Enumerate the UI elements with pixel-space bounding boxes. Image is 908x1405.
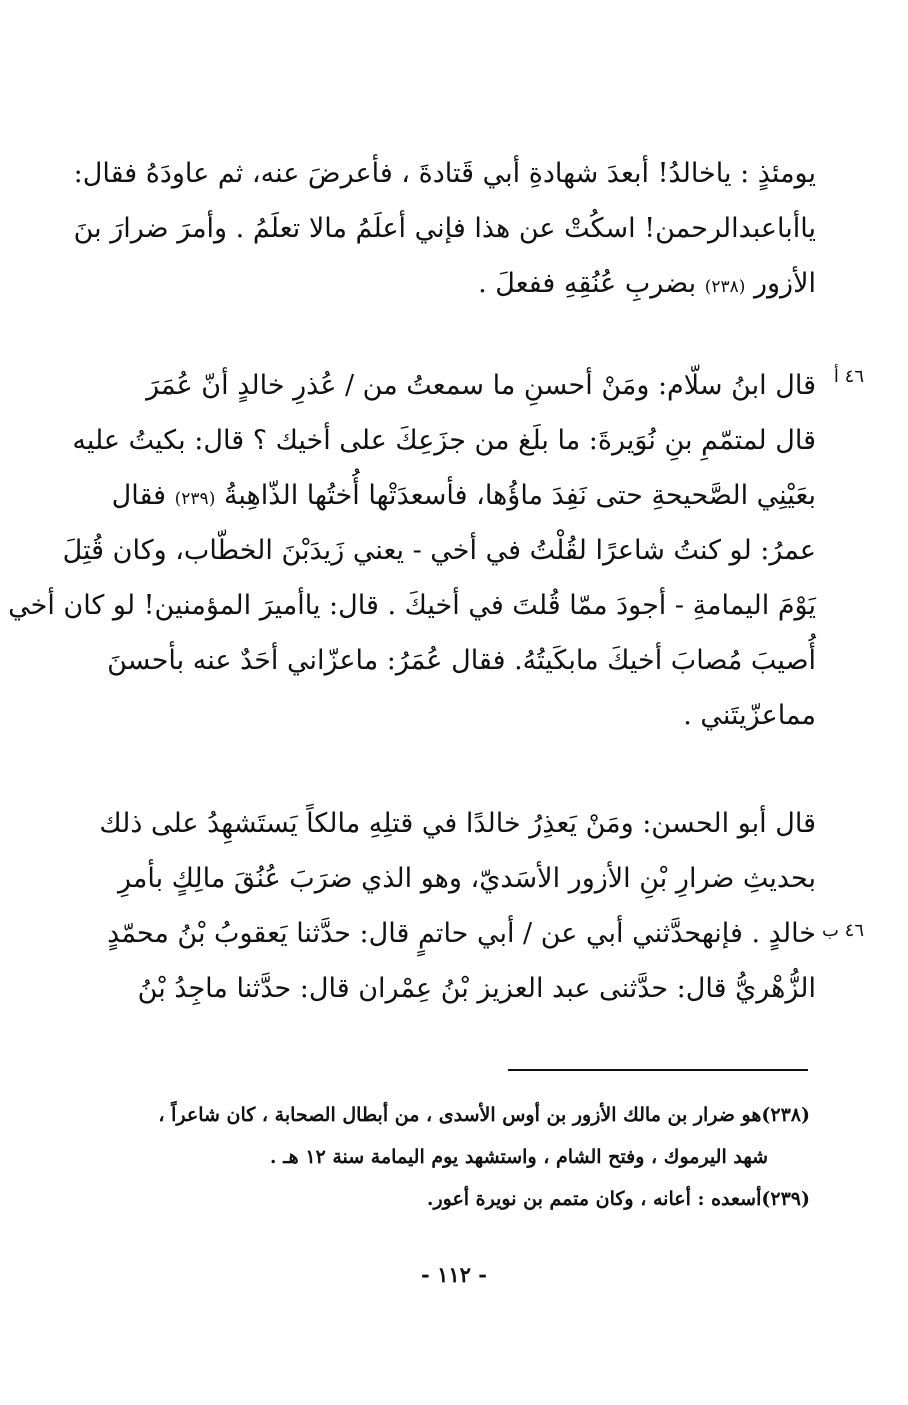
text-line: يَوْمَ اليمامةِ - أجودَ ممّا قُلتَ في أخيكَ . قال: ياأميرَ المؤمنين! لو كان أخي [8,590,816,621]
text-segment: بعَيْنِي الصَّحيحةِ حتى نَفِدَ ماؤُها، فأسعدَتْها أُختُها الذّاهِبةُ [223,480,816,511]
text-segment: الأزور [753,268,816,299]
footnote-separator [508,1069,808,1071]
footnote-238: (٢٣٨)هو ضرار بن مالك الأزور بن أوس الأسدى ، من أبطال الصحابة ، كان شاعراً ، [158,1104,810,1126]
text-line: قال أبو الحسن: ومَنْ يَعذِرُ خالدًا في قتلِهِ مالكاً يَستَشهِدُ على ذلك [99,808,816,839]
text-line: بحديثِ ضرارِ بْنِ الأزور الأسَديّ، وهو الذي ضرَبَ عُنُقَ مالِكٍ بأمرِ [117,863,816,894]
paragraph-3 [101,796,816,1016]
paragraph-2 [8,358,816,743]
text-line [101,256,816,311]
footnotes [90,1094,810,1220]
text-line [101,468,816,523]
text-line: خالدٍ . فإنهحدَّثني أبي عن / أبي حاتمٍ قال: حدَّثنا يَعقوبُ بْنُ محمّدٍ [107,918,816,949]
paragraph-1 [73,146,816,311]
footnote-reference: (٢٣٨) [704,277,746,297]
text-segment: بضربِ عُنُقِهِ ففعلَ . [478,268,697,299]
text-line: ياأباعبدالرحمن! اسكُتْ عن هذا فإني أعلَمُ مالا تعلَمُ . وأمرَ ضرارَ بنَ [73,213,816,244]
text-line: قال ابنُ سلّام: ومَنْ أحسنِ ما سمعتُ من / عُذرِ خالدٍ أنّ عُمَرَ [146,370,816,401]
page-number: - ١١٢ - [421,1262,487,1287]
manuscript-folio-marker: ٤٦ أ [833,366,864,387]
text-line: الزُّهْريُّ قال: حدَّثنى عبد العزيز بْنُ عِمْران قال: حدَّثنا ماجِدُ بْنُ [137,973,816,1004]
manuscript-folio-marker: ٤٦ ب [821,920,864,941]
footnote-reference: (٢٣٩) [174,489,216,509]
text-line: مماعزّيتَني . [683,700,816,731]
text-segment: فقال [111,480,167,511]
text-line: أُصيبَ مُصابَ أخيكَ مابكَيتُهُ. فقال عُمَرُ: ماعزّاني أحَدٌ عنه بأحسنَ [107,645,816,676]
footnote-238-continuation: شهد اليرموك ، وفتح الشام ، واستشهد يوم اليمامة سنة ١٢ هـ . [269,1146,768,1168]
footnote-239: (٢٣٩)أسعده : أعانه ، وكان متمم بن نويرة أعور. [426,1188,810,1210]
text-line: عمرُ: لو كنتُ شاعرًا لقُلْتُ في أخي - يعني زَيدَبْنَ الخطّاب، وكان قُتِلَ [62,535,816,566]
text-line: قال لمتمّمِ بنِ نُوَيرةَ: ما بلَغ من جزَعِكَ على أخيك ؟ قال: بكيتُ عليه [72,425,816,456]
text-line: يومئذٍ : ياخالدُ! أبعدَ شهادةِ أبي قَتادةَ ، فأعرضَ عنه، ثم عاودَهُ فقال: [73,158,816,189]
